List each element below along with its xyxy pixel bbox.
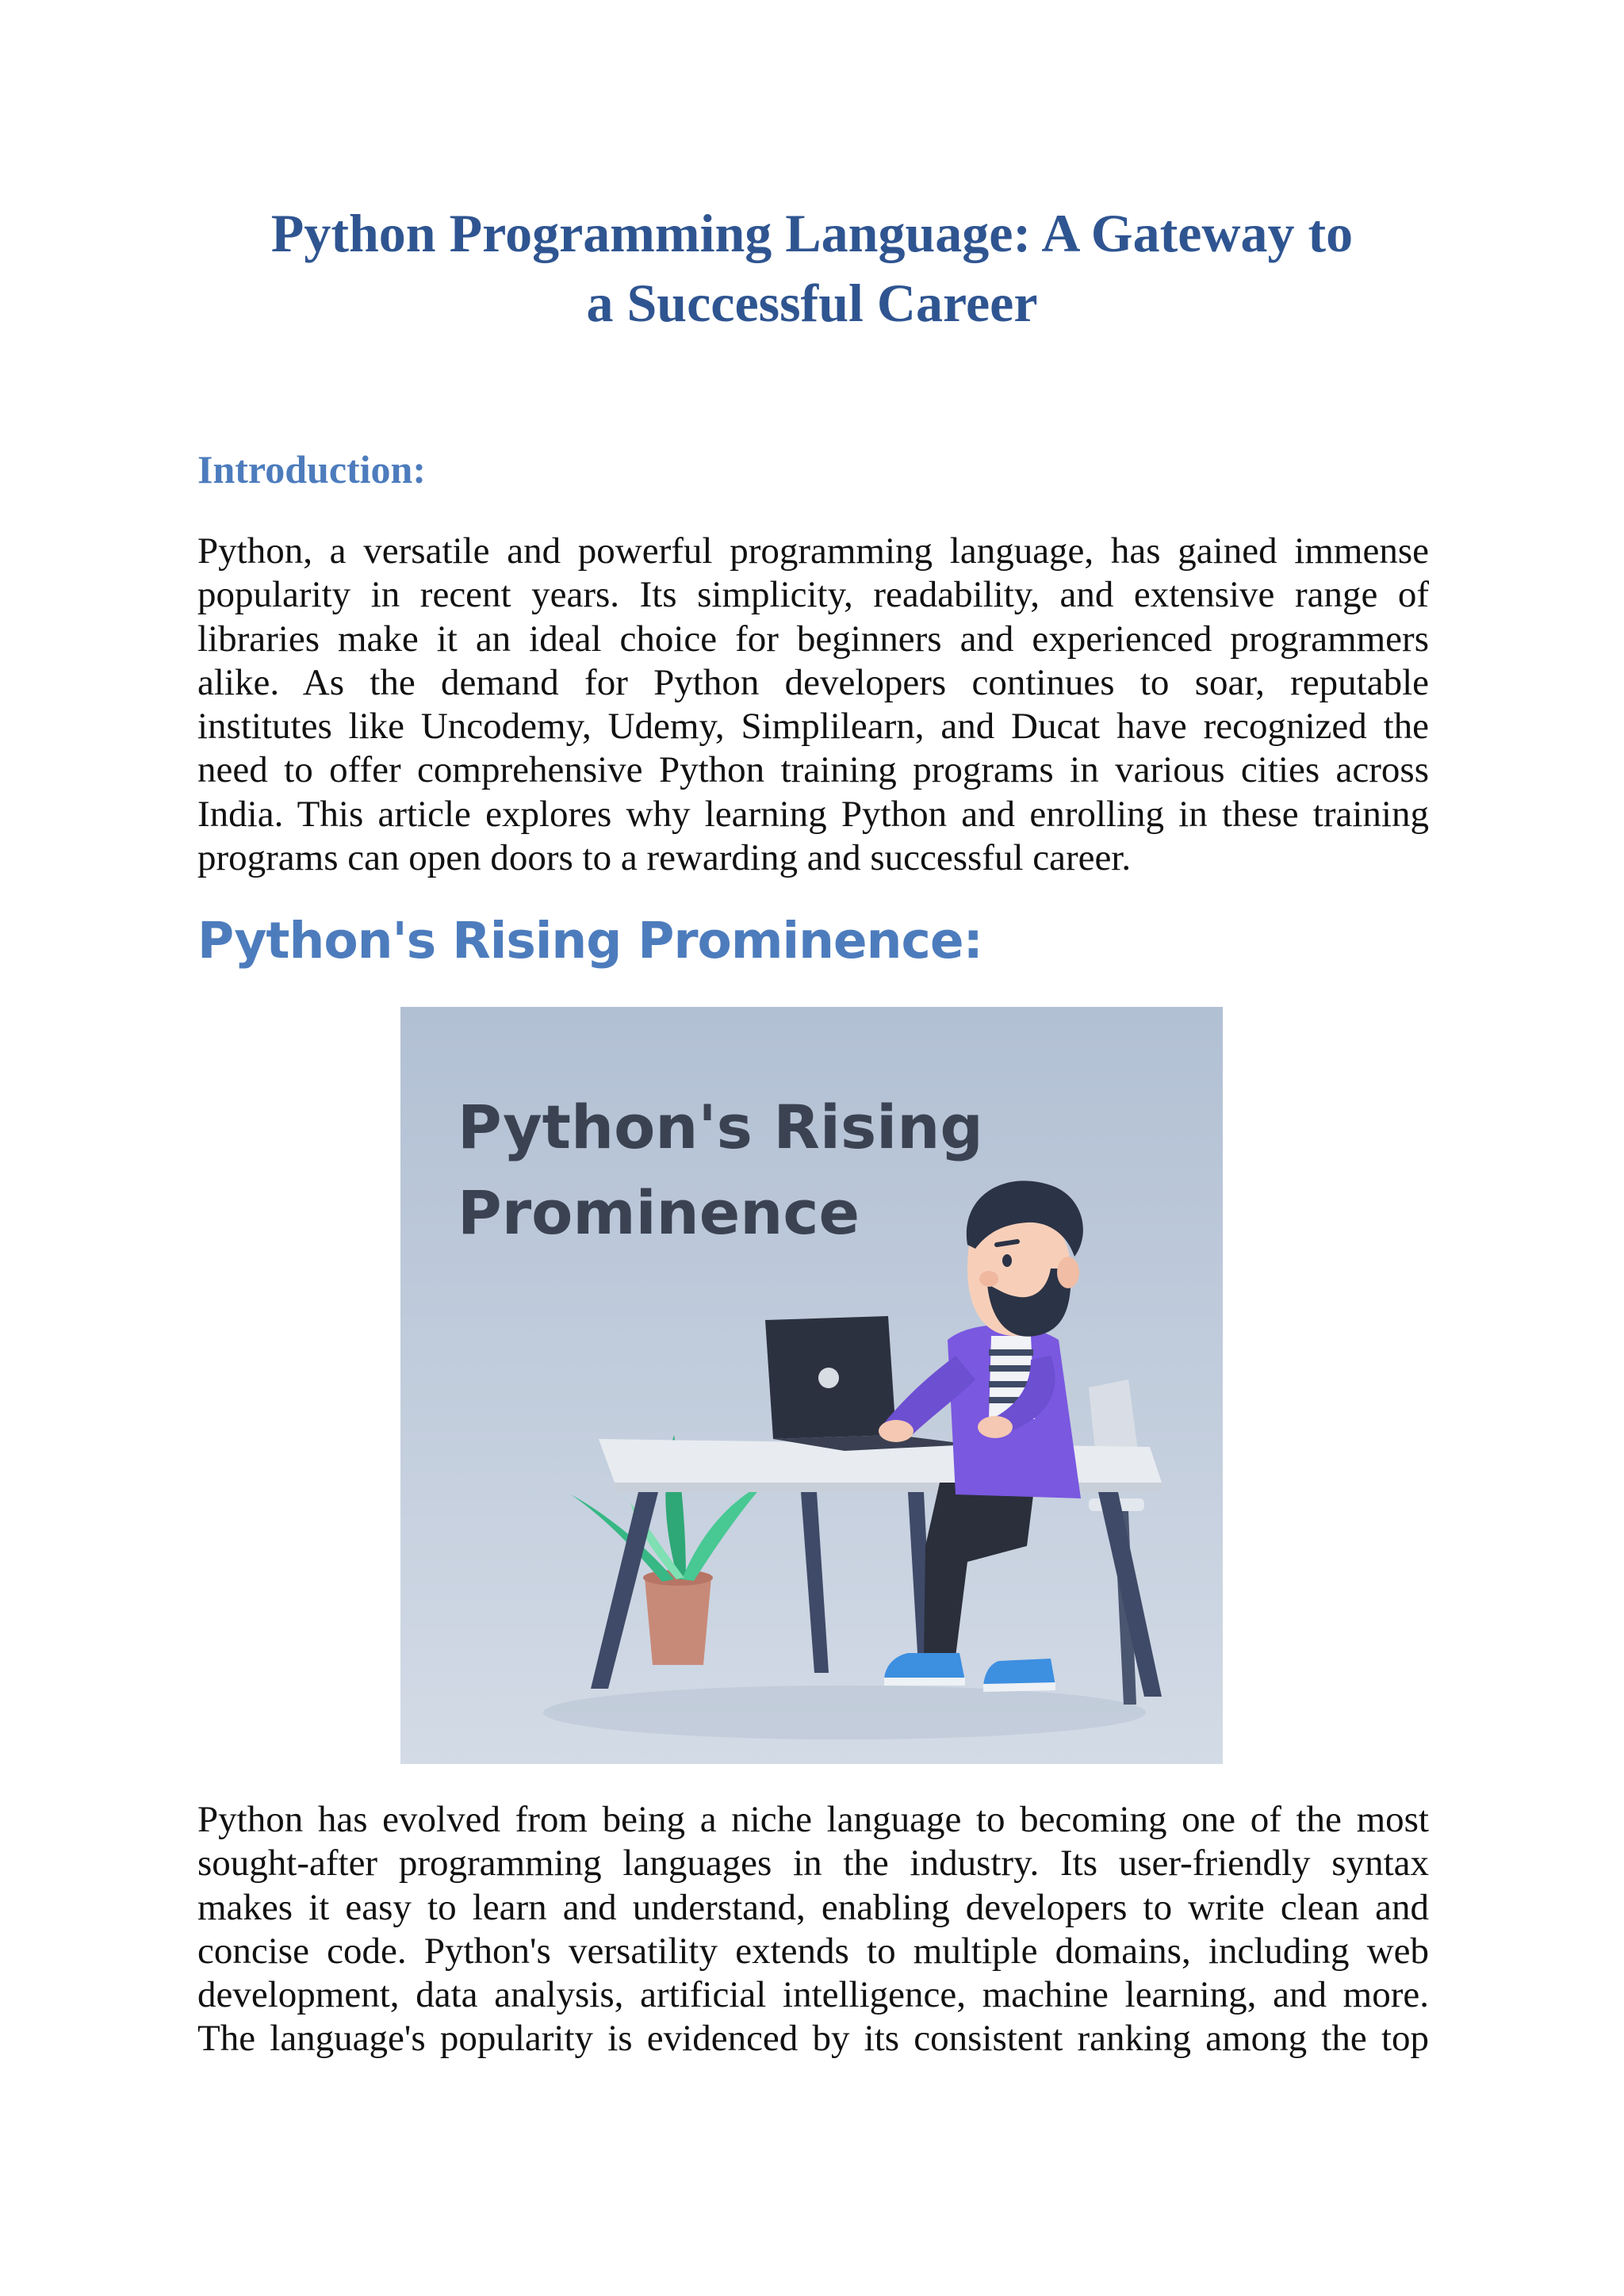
paragraph-line: makes it easy to learn and understand, enabling developers to write clean and [197, 1886, 1429, 1928]
developer-at-desk-illustration-icon [400, 1007, 1223, 1764]
page-title [159, 198, 1465, 338]
title-line-2: a Successful Career [586, 273, 1038, 333]
section-heading: Python's Rising Prominence: [197, 912, 982, 970]
paragraph-line: institutes like Uncodemy, Udemy, Simplilearn, and Ducat have recognized the [197, 706, 1429, 748]
paragraph-line: need to offer comprehensive Python training programs in various cities across [197, 749, 1429, 791]
body-paragraph [197, 1798, 1429, 2061]
paragraph-line: The language's popularity is evidenced by its consistent ranking among the top [197, 2018, 1429, 2060]
paragraph-line: alike. As the demand for Python developers continues to soar, reputable [197, 661, 1429, 703]
paragraph-line: Python, a versatile and powerful programming language, has gained immense [197, 530, 1429, 572]
hero-text-line-1: Python's Rising [458, 1092, 983, 1162]
intro-heading: Introduction: [197, 447, 427, 492]
paragraph-line: popularity in recent years. Its simplicity, readability, and extensive range of [197, 574, 1429, 616]
paragraph-line: sought-after programming languages in the industry. Its user-friendly syntax [197, 1843, 1429, 1885]
title-line-1: Python Programming Language: A Gateway to [270, 203, 1354, 263]
hero-text-line-2: Prominence [458, 1177, 860, 1248]
paragraph-line: Python has evolved from being a niche language to becoming one of the most [197, 1799, 1429, 1840]
paragraph-line: India. This article explores why learning Python and enrolling in these training [197, 793, 1429, 835]
paragraph-line: development, data analysis, artificial intelligence, machine learning, and more. [197, 1974, 1429, 2016]
paragraph-line: concise code. Python's versatility extends to multiple domains, including web [197, 1930, 1429, 1972]
intro-paragraph [197, 530, 1429, 880]
hero-image [400, 1007, 1223, 1764]
paragraph-line: programs can open doors to a rewarding and successful career. [197, 837, 1132, 879]
paragraph-line: libraries make it an ideal choice for beginners and experienced programmers [197, 618, 1429, 660]
